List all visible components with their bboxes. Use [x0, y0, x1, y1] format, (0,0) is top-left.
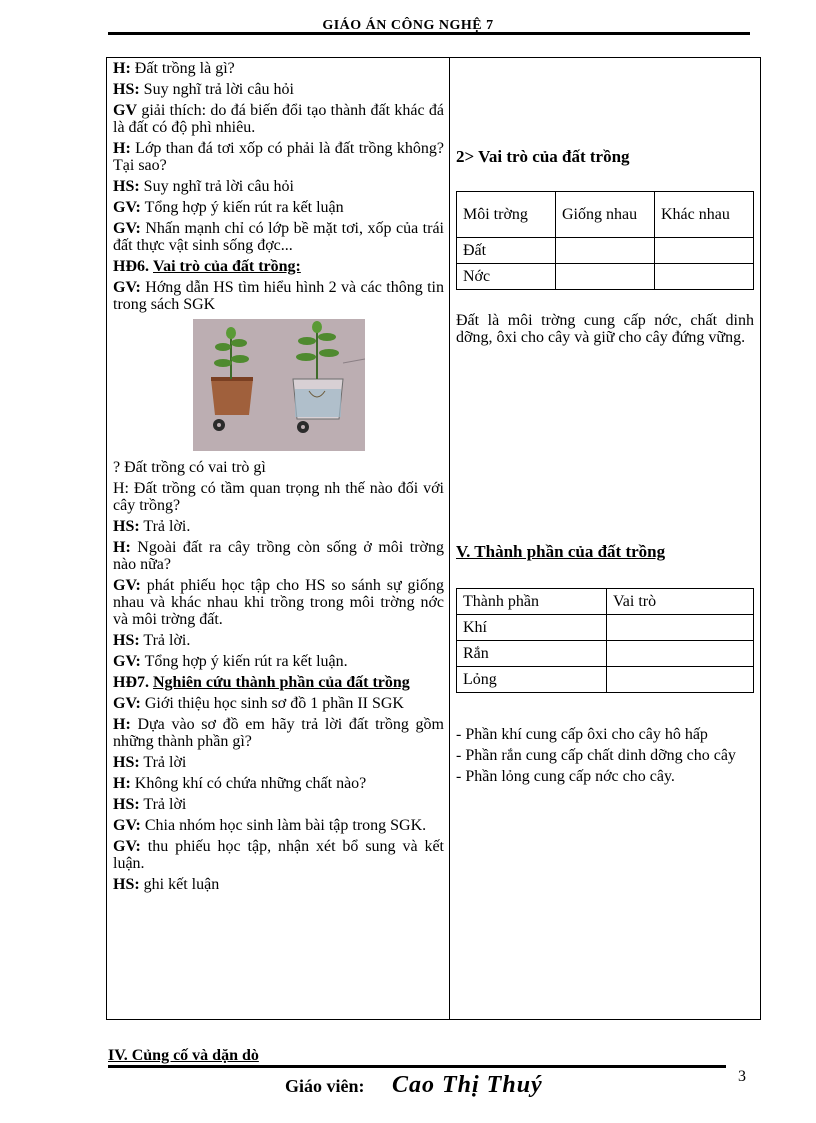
page-header-title: GIÁO ÁN CÔNG NGHỆ 7 [322, 18, 494, 33]
footer-rule [108, 1065, 726, 1068]
plant-pots-illustration [193, 319, 365, 451]
note-khi: - Phần khí cung cấp ôxi cho cây hô hấp [456, 726, 708, 743]
components-table [456, 588, 754, 693]
th-khac-nhau: Khác nhau [655, 192, 754, 238]
line-3: GV giải thích: do đá biến đổi tạo thành đất khác đá là đất có độ phì nhiêu. [113, 102, 444, 136]
row-dat: Đất [457, 238, 556, 264]
line-4: H: Lớp than đá tơi xốp có phải là đất trồng không? Tại sao? [113, 140, 444, 174]
teacher-label: Giáo viên: [285, 1076, 365, 1096]
line-7: GV: Nhấn mạnh chỉ có lớp bề mặt tơi, xốp của trái đất thực vật sinh sống đợc... [113, 220, 444, 254]
line-6: GV: Tổng hợp ý kiến rút ra kết luận [113, 199, 344, 216]
line-22: GV: thu phiếu học tập, nhận xét bổ sung và kết luận. [113, 838, 444, 872]
line-8: GV: Hớng dẫn HS tìm hiểu hình 2 và các thông tin trong sách SGK [113, 279, 444, 313]
line-11: HS: Trả lời. [113, 518, 191, 535]
line-10: H: Đất trồng có tầm quan trọng nh thế nào đối với cây trồng? [113, 480, 444, 514]
line-9: ? Đất trồng có vai trò gì [113, 459, 266, 476]
note-long: - Phần lỏng cung cấp nớc cho cây. [456, 768, 675, 785]
line-17: H: Dựa vào sơ đồ em hãy trả lời đất trồng gồm những thành phần gì? [113, 716, 444, 750]
th-moi-truong: Môi trờng [457, 192, 556, 238]
line-15: GV: Tổng hợp ý kiến rút ra kết luận. [113, 653, 348, 670]
line-18: HS: Trả lời [113, 754, 187, 771]
line-21: GV: Chia nhóm học sinh làm bài tập trong SGK. [113, 817, 427, 834]
section-iv-heading: IV. Củng cố và dặn dò [108, 1047, 259, 1064]
row-nuoc: Nớc [457, 264, 556, 290]
lesson-table [106, 57, 761, 1020]
line-16: GV: Giới thiệu học sinh sơ đồ 1 phần II SGK [113, 695, 404, 712]
hd7-heading: HĐ7. Nghiên cứu thành phần của đất trồng [113, 674, 410, 691]
teacher-name: Cao Thị Thuý [392, 1072, 543, 1098]
hd6-heading: HĐ6. Vai trò của đất trồng: [113, 258, 301, 275]
line-23: HS: ghi kết luận [113, 876, 220, 893]
th-thanh-phan: Thành phần [457, 589, 607, 615]
section-5-title: V. Thành phần của đất trồng [456, 542, 666, 561]
line-12: H: Ngoài đất ra cây trồng còn sống ở môi trờng nào nữa? [113, 539, 444, 573]
note-ran: - Phần rắn cung cấp chất dinh dỡng cho cây [456, 747, 736, 764]
column-divider [449, 58, 450, 1019]
line-2: HS: Suy nghĩ trả lời câu hỏi [113, 81, 294, 98]
line-5: HS: Suy nghĩ trả lời câu hỏi [113, 178, 294, 195]
line-13: GV: phát phiếu học tập cho HS so sánh sự giống nhau và khác nhau khi trồng trong môi trờng nớc và môi trờng đất. [113, 577, 444, 628]
line-14: HS: Trả lời. [113, 632, 191, 649]
line-1: H: Đất trồng là gì? [113, 60, 235, 77]
row-ran: Rắn [457, 641, 607, 667]
header-rule [108, 32, 750, 35]
comparison-table [456, 191, 754, 290]
th-giong-nhau: Giống nhau [556, 192, 655, 238]
line-19: H: Không khí có chứa những chất nào? [113, 775, 367, 792]
components-notes [456, 726, 754, 789]
section-2-title: 2> Vai trò của đất trồng [456, 147, 630, 166]
plant-figure [193, 319, 365, 451]
activities-column [113, 60, 444, 897]
section-2-text: Đất là môi trờng cung cấp nớc, chất dinh dỡng, ôxi cho cây và giữ cho cây đứng vững. [456, 312, 754, 346]
th-vai-tro: Vai trò [607, 589, 754, 615]
row-khi: Khí [457, 615, 607, 641]
row-long: Lỏng [457, 667, 607, 693]
page-number: 3 [738, 1068, 746, 1085]
line-20: HS: Trả lời [113, 796, 187, 813]
